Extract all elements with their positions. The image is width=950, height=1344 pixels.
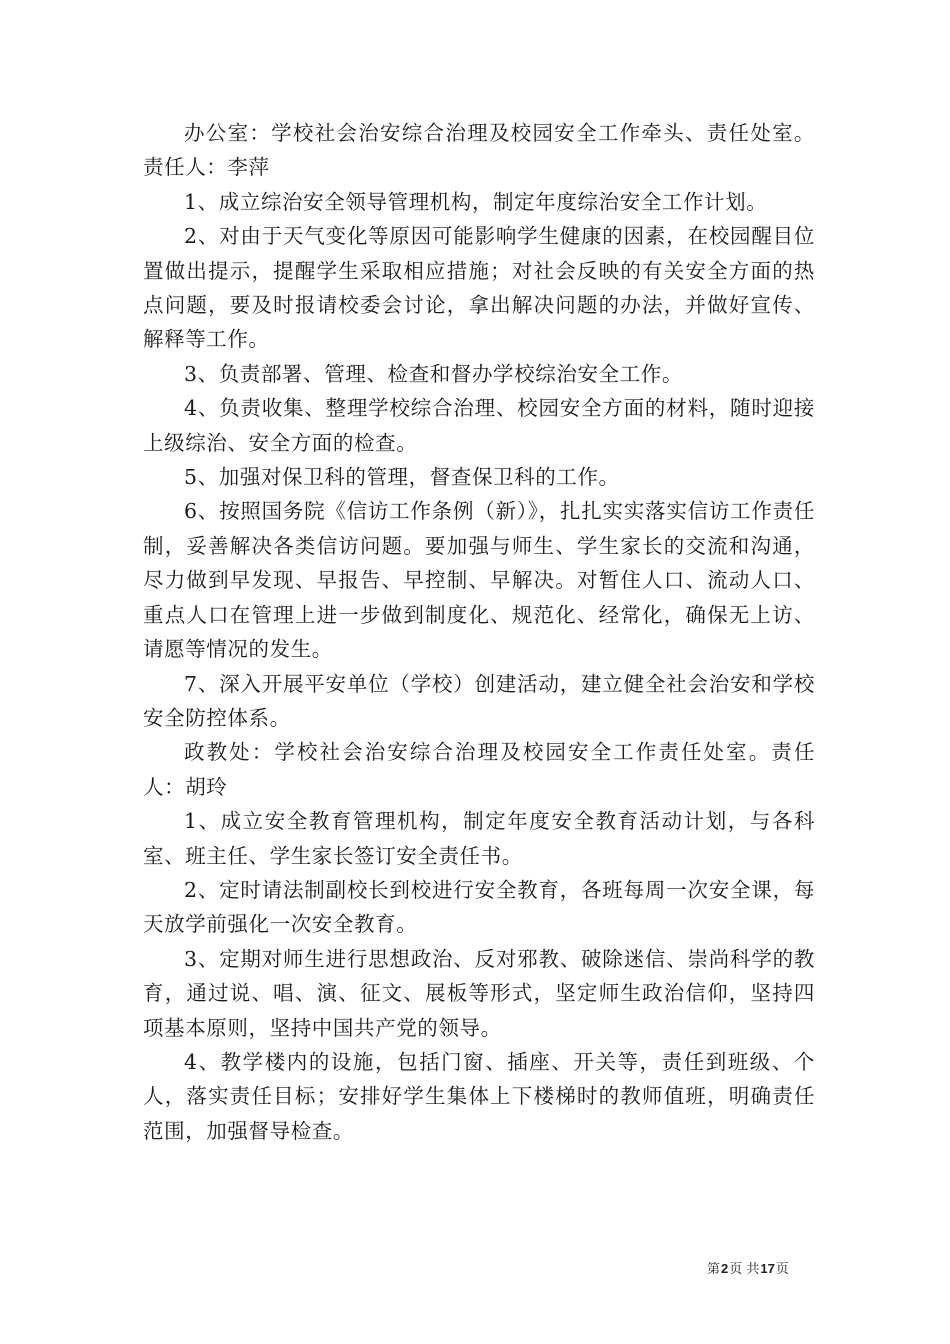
paragraph-office-item-2: 2、对由于天气变化等原因可能影响学生健康的因素，在校园醒目位置做出提示，提醒学生采取相应措施；对社会反映的有关安全方面的热点问题，要及时报请校委会讨论，拿出解决问题的办法，并做好宣传、解释等工作。 bbox=[143, 224, 815, 352]
paragraph-political-heading: 政教处：学校社会治安综合治理及校园安全工作责任处室。责任人：胡玲 bbox=[143, 740, 815, 799]
paragraph-political-item-2: 2、定时请法制副校长到校进行安全教育，各班每周一次安全课，每天放学前强化一次安全教育。 bbox=[143, 877, 815, 937]
paragraph-office-item-4: 4、负责收集、整理学校综合治理、校园安全方面的材料，随时迎接上级综治、安全方面的检查。 bbox=[143, 396, 815, 455]
paragraph-political-item-3: 3、定期对师生进行思想政治、反对邪教、破除迷信、崇尚科学的教育，通过说、唱、演、征文、展板等形式，坚定师生政治信仰，坚持四项基本原则，坚持中国共产党的领导。 bbox=[143, 946, 815, 1040]
current-page-number: 2 bbox=[721, 1261, 729, 1276]
paragraph-political-item-4: 4、教学楼内的设施，包括门窗、插座、开关等，责任到班级、个人，落实责任目标；安排好学生集体上下楼梯时的教师值班，明确责任范围，加强督导检查。 bbox=[143, 1049, 815, 1143]
paragraph-office-item-6: 6、按照国务院《信访工作条例（新）》，扎扎实实落实信访工作责任制，妥善解决各类信访问题。要加强与师生、学生家长的交流和沟通，尽力做到早发现、早报告、早控制、早解决。对暂住人口、流动人口、重点人口在管理上进一步做到制度化、规范化、经常化，确保无上访、请愿等情况的发生。 bbox=[143, 499, 815, 662]
paragraph-political-item-1: 1、成立安全教育管理机构，制定年度安全教育活动计划，与各科室、班主任、学生家长签订安全责任书。 bbox=[143, 809, 815, 868]
total-page-number: 17 bbox=[760, 1261, 775, 1276]
paragraph-office-item-3: 3、负责部署、管理、检查和督办学校综治安全工作。 bbox=[184, 361, 683, 386]
paragraph-office-item-1: 1、成立综治安全领导管理机构，制定年度综治安全工作计划。 bbox=[184, 189, 768, 214]
footer-prefix: 第 bbox=[707, 1262, 721, 1277]
paragraph-office-heading: 办公室：学校社会治安综合治理及校园安全工作牵头、责任处室。责任人：李萍 bbox=[143, 121, 815, 180]
document-body bbox=[143, 116, 815, 1148]
paragraph-office-item-5: 5、加强对保卫科的管理，督查保卫科的工作。 bbox=[184, 465, 620, 490]
paragraph-office-item-7: 7、深入开展平安单位（学校）创建活动，建立健全社会治安和学校安全防控体系。 bbox=[143, 671, 815, 730]
footer-middle: 页 共 bbox=[729, 1262, 760, 1277]
page-number-footer bbox=[707, 1258, 789, 1277]
footer-suffix: 页 bbox=[775, 1262, 789, 1277]
